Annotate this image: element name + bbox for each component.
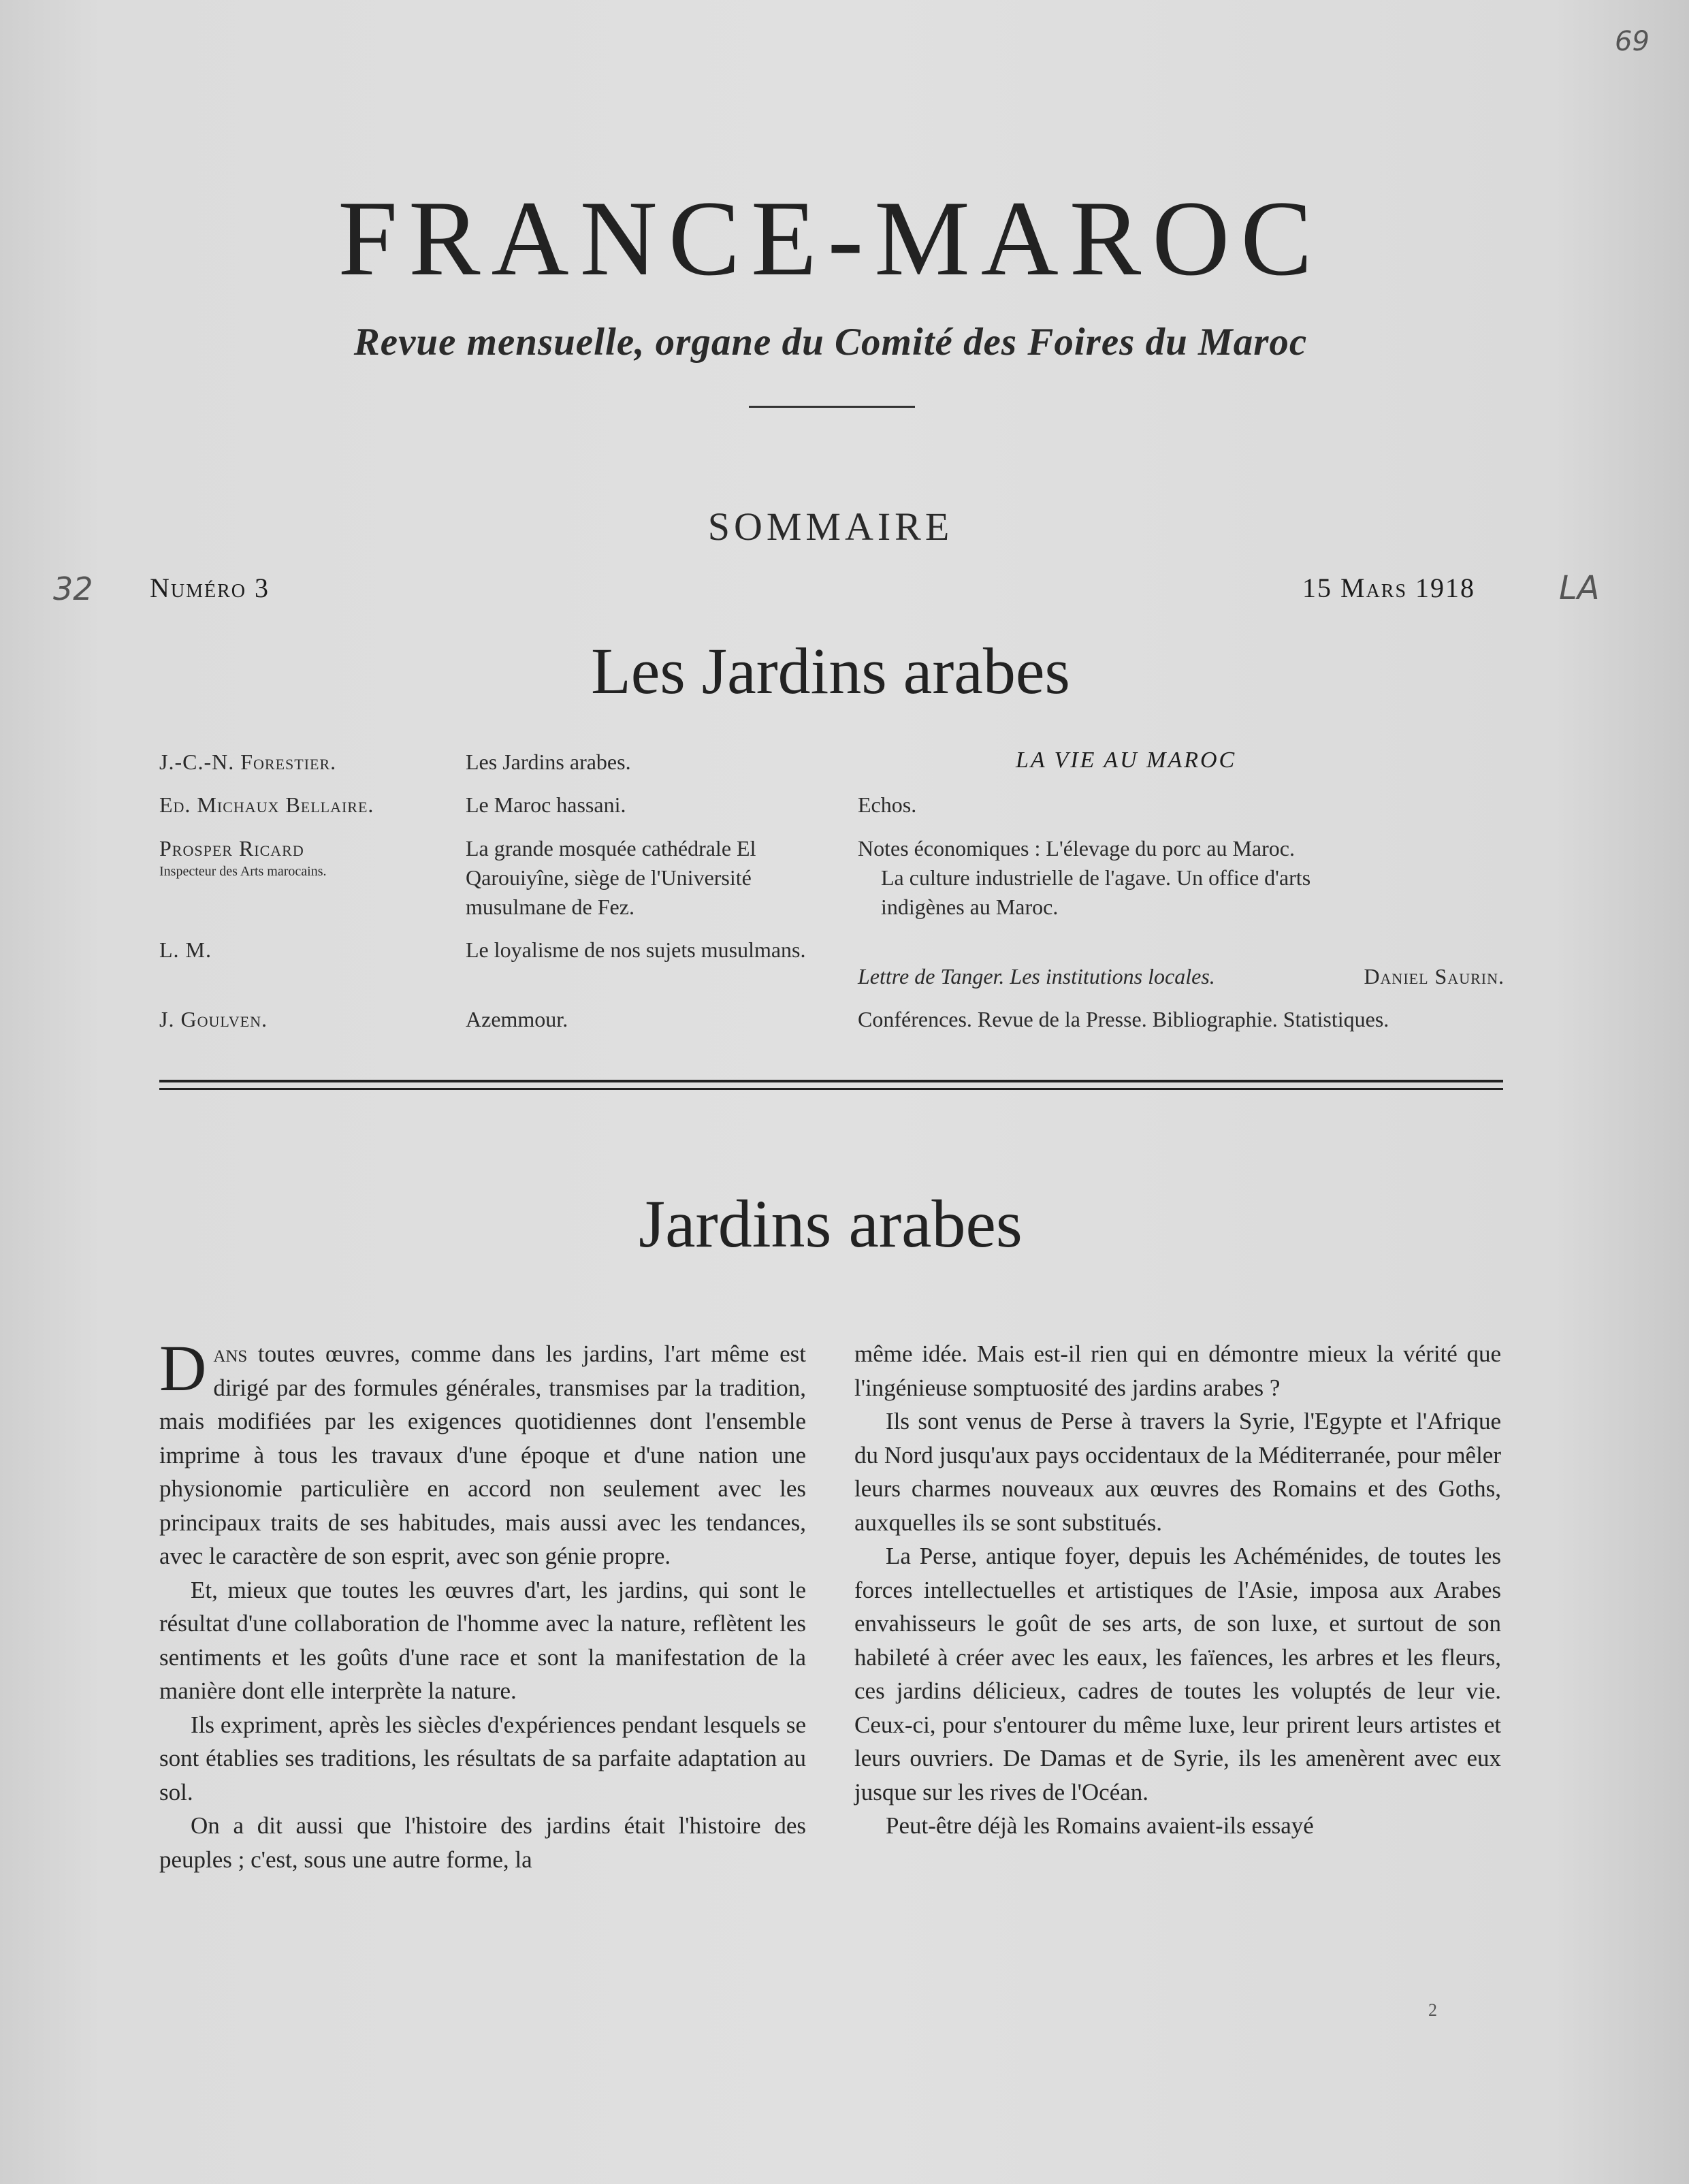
article-paragraph: [159, 1332, 807, 1573]
toc-title: Azemmour.: [466, 1007, 568, 1031]
toc-title: Le loyalisme de nos sujets musulmans.: [466, 937, 806, 962]
toc-entry-author: [159, 935, 445, 965]
toc-author: L. M.: [159, 937, 212, 962]
vie-item: Notes économiques : L'élevage du porc au Maroc. La culture industrielle de l'agave. Un office d'arts indigènes au Maroc.: [858, 836, 1311, 919]
toc-entry-author: [159, 834, 445, 880]
issue-date: 15 Mars 1918: [1302, 573, 1476, 603]
drop-cap: D: [159, 1332, 207, 1404]
toc-author: Prosper Ricard: [159, 836, 304, 861]
vie-item: Lettre de Tanger. Les institutions locales.: [858, 964, 1215, 989]
masthead-title: FRANCE-MAROC: [338, 179, 1323, 298]
toc-title: Les Jardins arabes.: [466, 750, 631, 774]
article-paragraph: Et, mieux que toutes les œuvres d'art, les jardins, qui sont le résultat d'une collaboration de l'homme avec la nature, reflètent les sentiments et les goûts d'une race et sont la manifestation de la manière dont elle interprète la nature.: [159, 1576, 806, 1704]
toc-title: Le Maroc hassani.: [466, 792, 626, 817]
section-divider-top: [159, 1080, 1503, 1082]
toc-title: La grande mosquée cathédrale El Qarouiyîne, siège de l'Université musulmane de Fez.: [466, 836, 756, 919]
masthead-subtitle: Revue mensuelle, organe du Comité des Foires du Maroc: [353, 321, 1308, 364]
toc-entry-author: [159, 748, 445, 777]
article-paragraph: Ils expriment, après les siècles d'expériences pendant lesquels se sont établies ses traditions, les résultats de sa parfaite adaptation au sol.: [159, 1711, 806, 1805]
toc-author: Ed. Michaux Bellaire.: [159, 792, 374, 817]
vie-au-maroc-heading: LA VIE AU MAROC: [1016, 748, 1237, 773]
article-paragraph: On a dit aussi que l'histoire des jardins était l'histoire des peuples ; c'est, sous une autre forme, la: [159, 1812, 806, 1873]
bottom-mark: 2: [1428, 2000, 1437, 2020]
masthead-divider: [749, 406, 915, 408]
issue-theme-title: Les Jardins arabes: [591, 635, 1070, 707]
sommaire-heading: SOMMAIRE: [707, 504, 954, 549]
margin-note-left: 32: [53, 571, 93, 607]
vie-item: Echos.: [858, 792, 917, 817]
margin-note-right: LA: [1559, 569, 1600, 607]
paragraph-text: toutes œuvres, comme dans les jardins, l'art même est dirigé par des formules générales, transmises par la tradition, mais modifiées par les exigences quotidiennes dont l'ensemble imprime à tous les travaux d'une époque et d'une nation une physionomie particulière en accord non seulement avec les principaux traits de ses habitudes, mais aussi avec les tendances, avec le caractère de son esprit, avec son génie propre.: [159, 1340, 807, 1569]
article-column-left: [159, 1332, 807, 1876]
article-paragraph: Peut-être déjà les Romains avaient-ils essayé: [886, 1812, 1314, 1839]
article-paragraph: Ils sont venus de Perse à travers la Syrie, l'Egypte et l'Afrique du Nord jusqu'aux pays occidentaux de la Méditerranée, pour mêler leurs charmes nouveaux aux œuvres des Romains et des Goths, auxquelles ils se sont substitués.: [854, 1408, 1501, 1536]
page-number: 69: [1615, 26, 1650, 57]
toc-author-note: Inspecteur des Arts marocains.: [159, 864, 327, 879]
toc-author: J.-C.-N. Forestier.: [159, 750, 337, 774]
article-column-right: [854, 1337, 1501, 1843]
section-divider-bottom: [159, 1088, 1503, 1090]
vie-item: Conférences. Revue de la Presse. Bibliographie. Statistiques.: [858, 1007, 1389, 1031]
article-paragraph: même idée. Mais est-il rien qui en démontre mieux la vérité que l'ingénieuse somptuosité des jardins arabes ?: [854, 1340, 1501, 1401]
toc-author: J. Goulven.: [159, 1007, 268, 1031]
first-word: ans: [213, 1340, 248, 1367]
vie-item-author: Daniel Saurin.: [1364, 964, 1505, 989]
vie-item-row: [858, 962, 1505, 991]
article-title: Jardins arabes: [639, 1186, 1023, 1262]
toc-entry-author: [159, 1005, 445, 1034]
issue-number: Numéro 3: [150, 573, 270, 603]
article-paragraph: La Perse, antique foyer, depuis les Achéménides, de toutes les forces intellectuelles et artistiques de l'Asie, imposa aux Arabes envahisseurs le goût de ses arts, de son luxe, et surtout de son habileté à créer avec les eaux, les faïences, les arbres et les fleurs, ces jardins délicieux, cadres de toutes les voluptés de leur vie. Ceux-ci, pour s'entourer du même luxe, leur prirent leurs artistes et leurs ouvriers. De Damas et de Syrie, ils les amenèrent avec eux jusque sur les rives de l'Océan.: [854, 1543, 1501, 1805]
toc-entry-author: [159, 790, 445, 820]
